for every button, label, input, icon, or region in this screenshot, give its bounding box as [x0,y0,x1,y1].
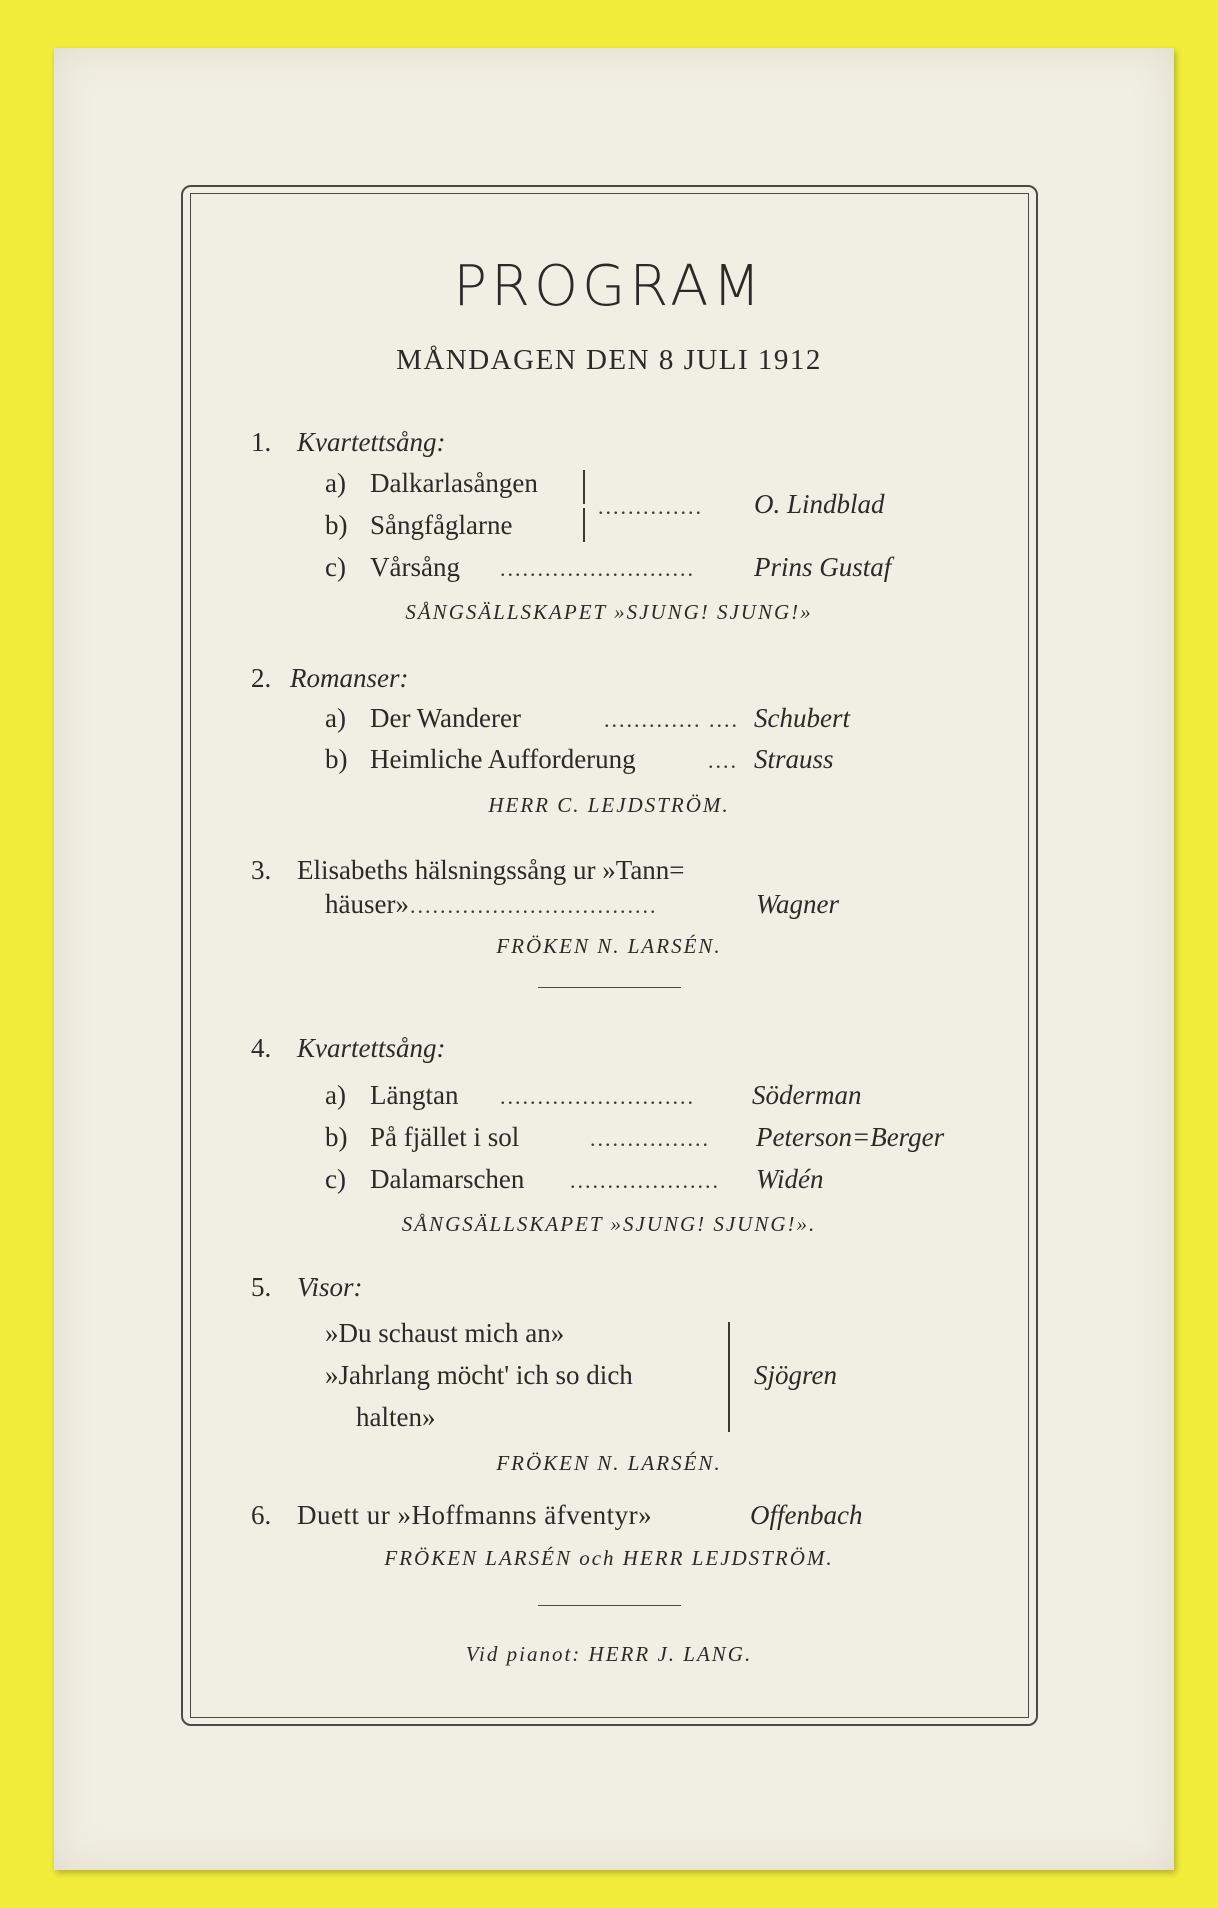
piece-label: b) [325,1122,348,1152]
composer: Prins Gustaf [754,552,892,582]
leader-dots: .... [708,748,738,773]
composer: Peterson=Berger [756,1122,945,1152]
leader-dots: ............. .... [604,707,739,732]
performer: SÅNGSÄLLSKAPET »SJUNG! SJUNG!» [405,600,813,624]
composer: Sjögren [754,1360,837,1390]
leader-dots: ................ [590,1126,710,1151]
item-number: 3. [251,855,272,885]
composer: O. Lindblad [754,489,885,519]
leader-dots: .................... [570,1168,720,1193]
section-divider [538,1605,681,1606]
piece-title: Dalamarschen [370,1164,525,1194]
page-title: PROGRAM [453,254,765,319]
composer: Schubert [754,703,850,733]
item-heading: Romanser: [290,663,409,693]
item-heading: Kvartettsång: [297,427,446,457]
item-number: 4. [251,1033,272,1063]
section-divider [538,987,681,988]
piece-label: c) [325,1164,346,1194]
piece-title: På fjället i sol [370,1122,520,1152]
piece-title: Der Wanderer [370,703,521,733]
composer: Wagner [756,889,840,919]
item-heading: Visor: [297,1272,363,1302]
item-title-continued: häuser» [325,889,409,919]
song-line: »Jahrlang möcht' ich so dich [325,1360,633,1390]
performer: FRÖKEN LARSÉN och HERR LEJDSTRÖM. [384,1546,834,1570]
composer: Söderman [752,1080,862,1110]
item-number: 5. [251,1272,272,1302]
piece-label: c) [325,552,346,582]
piece-title: Dalkarlasången [370,468,538,498]
song-line: »Du schaust mich an» [325,1318,565,1348]
performer: HERR C. LEJDSTRÖM. [488,793,730,817]
piece-label: a) [325,1080,346,1110]
item-number: 1. [251,427,272,457]
composer: Widén [756,1164,824,1194]
piece-title: Sångfåglarne [370,510,513,540]
piece-title: Vårsång [370,552,460,582]
piece-label: b) [325,744,348,774]
composer: Strauss [754,744,834,774]
piece-title: Heimliche Aufforderung [370,744,636,774]
composer: Offenbach [750,1500,863,1530]
item-title: Duett ur »Hoffmanns äfventyr» [297,1500,653,1530]
leader-dots: .......................... [500,1084,695,1109]
performer: FRÖKEN N. LARSÉN. [496,1451,722,1475]
footer-note: Vid pianot: HERR J. LANG. [465,1642,753,1666]
bracket [728,1322,730,1432]
piece-label: a) [325,703,346,733]
bracket [583,470,585,504]
bracket [583,508,585,542]
piece-label: b) [325,510,348,540]
item-heading: Kvartettsång: [297,1033,446,1063]
leader-dots: .......................... [500,556,695,581]
performer: FRÖKEN N. LARSÉN. [496,934,722,958]
concert-date: MÅNDAGEN DEN 8 JULI 1912 [396,344,822,376]
song-line: halten» [356,1402,436,1432]
performer: SÅNGSÄLLSKAPET »SJUNG! SJUNG!». [401,1212,817,1236]
item-number: 6. [251,1500,272,1530]
leader-dots: ................................. [410,893,658,918]
item-title: Elisabeths hälsningssång ur »Tann= [297,855,685,885]
piece-label: a) [325,468,346,498]
item-number: 2. [251,663,272,693]
leader-dots: .............. [598,494,703,519]
piece-title: Längtan [370,1080,459,1110]
